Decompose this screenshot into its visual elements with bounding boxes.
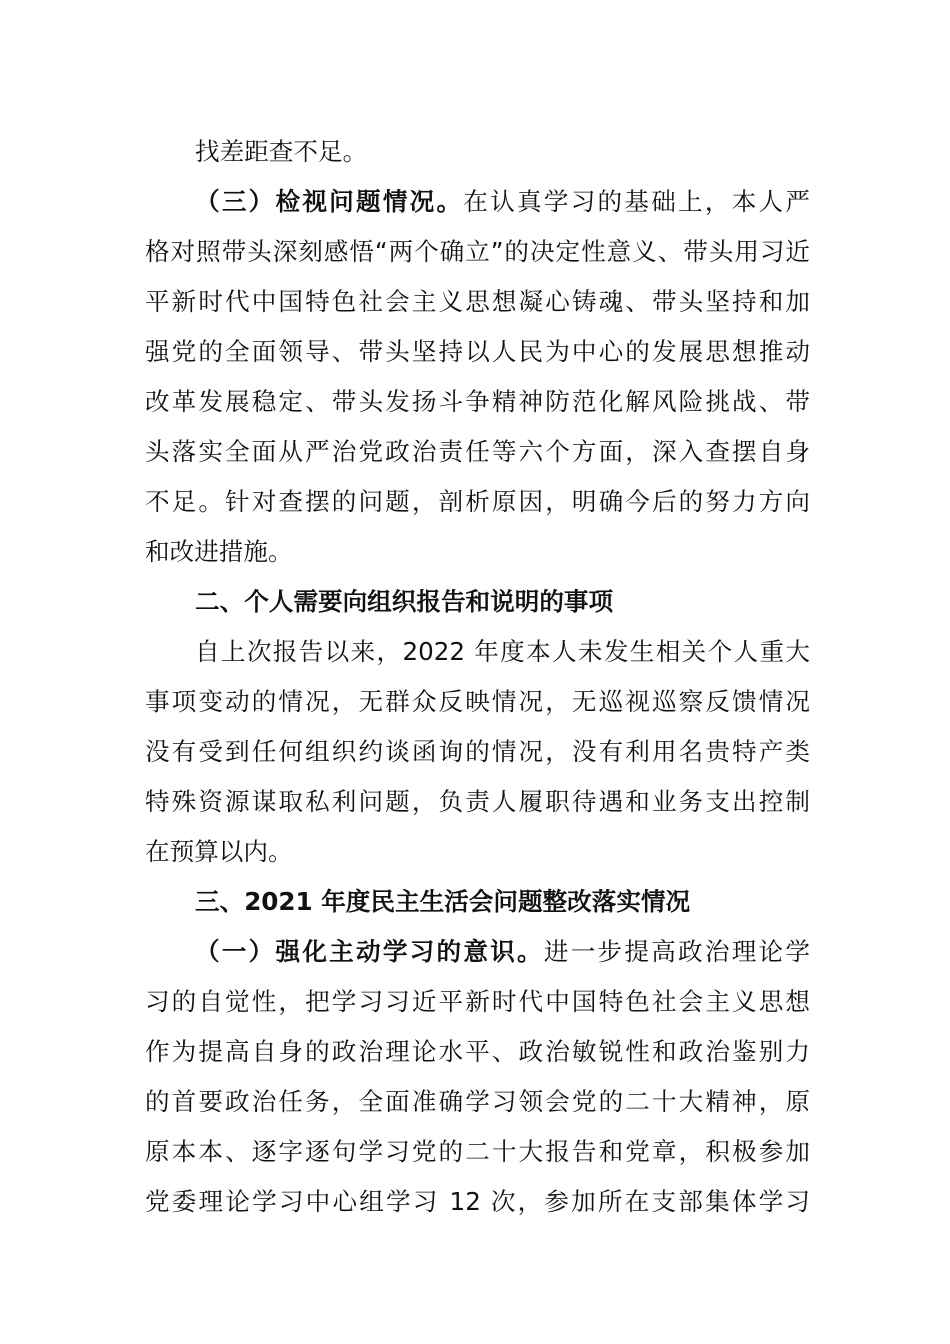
text-line: 事项变动的情况，无群众反映情况，无巡视巡察反馈情况 bbox=[145, 687, 810, 716]
text-line: 自上次报告以来，2022 年度本人未发生相关个人重大 bbox=[195, 637, 810, 666]
text-line: 强党的全面领导、带头坚持以人民为中心的发展思想推动 bbox=[145, 337, 810, 366]
text-line: 不足。针对查摆的问题，剖析原因，明确今后的努力方向 bbox=[145, 487, 810, 516]
text-line: 没有受到任何组织约谈函询的情况，没有利用名贵特产类 bbox=[145, 737, 810, 766]
text-line: 的首要政治任务，全面准确学习领会党的二十大精神，原 bbox=[145, 1087, 810, 1116]
text-fragment: 进一步提高政治理论学 bbox=[543, 937, 810, 966]
text-line: 党委理论学习中心组学习 12 次，参加所在支部集体学习 bbox=[145, 1187, 810, 1216]
text-line: 习的自觉性，把学习习近平新时代中国特色社会主义思想 bbox=[145, 987, 810, 1016]
text-line: 和改进措施。 bbox=[145, 537, 293, 566]
paragraph-first-line bbox=[195, 187, 810, 217]
text-line: 找差距查不足。 bbox=[195, 137, 368, 166]
text-line: 作为提高自身的政治理论水平、政治敏锐性和政治鉴别力 bbox=[145, 1037, 810, 1066]
paragraph-first-line bbox=[195, 937, 810, 967]
section-heading-3: 三、2021 年度民主生活会问题整改落实情况 bbox=[195, 887, 691, 916]
text-line: 格对照带头深刻感悟“两个确立”的决定性意义、带头用习近 bbox=[145, 237, 810, 266]
text-line: 在预算以内。 bbox=[145, 837, 293, 866]
text-line: 头落实全面从严治党政治责任等六个方面，深入查摆自身 bbox=[145, 437, 810, 466]
bold-lead-study: （一）强化主动学习的意识。 bbox=[195, 937, 544, 966]
bold-lead-inspection: （三）检视问题情况。 bbox=[195, 187, 464, 216]
text-line: 改革发展稳定、带头发扬斗争精神防范化解风险挑战、带 bbox=[145, 387, 810, 416]
section-heading-2: 二、个人需要向组织报告和说明的事项 bbox=[195, 587, 614, 616]
text-line: 特殊资源谋取私利问题，负责人履职待遇和业务支出控制 bbox=[145, 787, 810, 816]
text-line: 平新时代中国特色社会主义思想凝心铸魂、带头坚持和加 bbox=[145, 287, 810, 316]
text-line: 原本本、逐字逐句学习党的二十大报告和党章，积极参加 bbox=[145, 1137, 810, 1166]
text-fragment: 在认真学习的基础上，本人严 bbox=[463, 187, 810, 216]
